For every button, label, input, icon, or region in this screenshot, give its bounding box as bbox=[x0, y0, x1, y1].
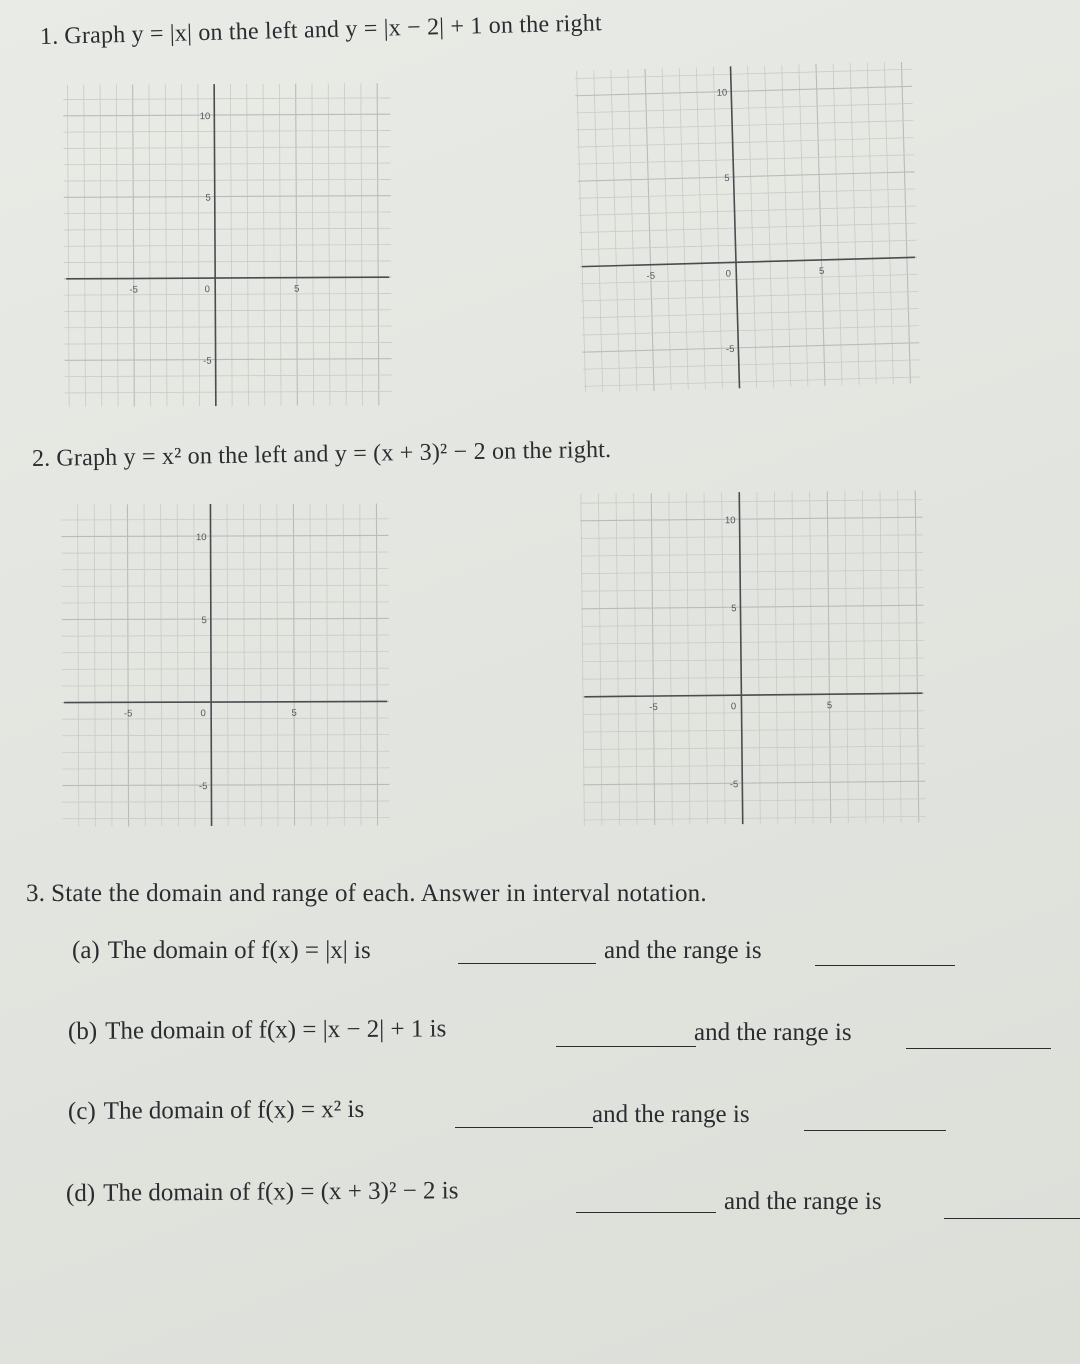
y-axis bbox=[731, 66, 740, 388]
grid-line-vertical bbox=[645, 69, 654, 391]
domain-blank-b[interactable] bbox=[556, 1045, 696, 1047]
grid-line-vertical bbox=[833, 64, 842, 386]
part-c bbox=[68, 1096, 364, 1126]
grid-line-horizontal bbox=[581, 588, 923, 592]
grid-line-vertical bbox=[696, 67, 705, 389]
tick-label-y-10: 10 bbox=[199, 111, 211, 123]
part-prefix: The domain of f(x) = x² is bbox=[103, 1095, 365, 1125]
grid-line-vertical bbox=[799, 65, 808, 387]
grid-line-vertical bbox=[901, 62, 910, 384]
tick-label-y-5: 5 bbox=[201, 615, 207, 627]
grid-line-vertical bbox=[898, 490, 901, 822]
x-axis bbox=[584, 693, 922, 697]
grid-line-horizontal bbox=[576, 103, 913, 112]
tick-label-x-neg5: -5 bbox=[129, 284, 138, 296]
grid-line-horizontal bbox=[581, 535, 923, 539]
question-2-title bbox=[32, 437, 612, 473]
grid-line-horizontal bbox=[584, 816, 926, 820]
grid-line-horizontal bbox=[583, 377, 920, 386]
grid-line-horizontal bbox=[583, 764, 925, 768]
grid-line-vertical bbox=[662, 68, 671, 390]
range-blank-c[interactable] bbox=[804, 1129, 946, 1131]
grid-line-horizontal bbox=[582, 343, 919, 352]
grid-line-vertical bbox=[867, 63, 876, 385]
tick-label-y-10: 10 bbox=[716, 87, 728, 99]
range-blank-d[interactable] bbox=[944, 1217, 1080, 1219]
part-a-range bbox=[604, 937, 762, 965]
x-axis bbox=[64, 701, 387, 702]
part-a bbox=[72, 937, 371, 965]
grid-lines bbox=[580, 490, 925, 826]
grid-line-horizontal bbox=[576, 121, 913, 130]
question-number: 3. bbox=[26, 880, 46, 907]
grid-line-vertical bbox=[884, 62, 893, 384]
tick-label-y-5: 5 bbox=[205, 192, 211, 204]
grid-line-vertical bbox=[581, 494, 584, 826]
grid-line-vertical bbox=[722, 492, 725, 824]
grid-line-vertical bbox=[774, 492, 777, 824]
grid-line-vertical bbox=[669, 493, 672, 825]
grid-line-vertical bbox=[748, 66, 757, 388]
grid-line-horizontal bbox=[583, 728, 925, 732]
grid-line-horizontal bbox=[577, 155, 914, 164]
x-axis bbox=[66, 277, 389, 279]
question-1-title bbox=[40, 10, 602, 51]
grid-line-vertical bbox=[816, 64, 825, 386]
tick-label-origin: 0 bbox=[204, 284, 210, 296]
grid-line-horizontal bbox=[582, 623, 924, 627]
grid-1-right bbox=[575, 62, 920, 392]
tick-label-x-5: 5 bbox=[291, 707, 297, 719]
grid-line-vertical bbox=[577, 71, 586, 392]
part-middle: and the range is bbox=[604, 937, 762, 964]
question-number: 1. bbox=[39, 23, 59, 50]
grid-line-horizontal bbox=[65, 342, 392, 344]
grid-line-horizontal bbox=[577, 138, 914, 147]
grid-line-horizontal bbox=[581, 309, 918, 318]
grid-line-horizontal bbox=[63, 114, 390, 116]
tick-label-x-neg5: -5 bbox=[646, 270, 656, 282]
question-text: State the domain and range of each. Answer in interval notation. bbox=[51, 880, 707, 907]
grid-line-horizontal bbox=[582, 658, 924, 662]
grid-line-vertical bbox=[686, 493, 689, 825]
grid-line-horizontal bbox=[64, 245, 391, 247]
part-label: (c) bbox=[67, 1097, 96, 1125]
grid-lines bbox=[61, 503, 389, 826]
grid-line-vertical bbox=[880, 491, 883, 823]
grid-line-vertical bbox=[810, 491, 813, 823]
grid-line-horizontal bbox=[575, 86, 912, 95]
grid-line-horizontal bbox=[65, 375, 392, 377]
question-3-title bbox=[26, 880, 707, 908]
grid-line-horizontal bbox=[578, 189, 915, 198]
grid-2-right bbox=[578, 488, 928, 828]
grid-line-horizontal bbox=[583, 711, 925, 715]
grid-line-horizontal bbox=[584, 799, 926, 803]
y-axis bbox=[214, 84, 216, 406]
part-prefix: The domain of f(x) = (x + 3)² − 2 is bbox=[103, 1177, 459, 1207]
grid-line-horizontal bbox=[64, 228, 391, 230]
grid-line-vertical bbox=[611, 70, 620, 392]
grid-1-left bbox=[60, 80, 395, 410]
part-prefix: The domain of f(x) = |x − 2| + 1 is bbox=[105, 1015, 447, 1045]
grid-line-horizontal bbox=[65, 391, 392, 393]
grid-line-horizontal bbox=[64, 212, 391, 214]
grid-line-horizontal bbox=[581, 570, 923, 574]
grid-line-vertical bbox=[826, 491, 833, 823]
part-c-range bbox=[592, 1101, 750, 1129]
part-label: (a) bbox=[72, 937, 100, 964]
grid-line-horizontal bbox=[63, 147, 390, 149]
grid-line-horizontal bbox=[581, 291, 918, 300]
tick-label-x-5: 5 bbox=[818, 265, 825, 278]
grid-line-horizontal bbox=[64, 163, 391, 165]
grid-line-vertical bbox=[782, 65, 791, 387]
part-middle: and the range is bbox=[592, 1101, 750, 1128]
grid-line-horizontal bbox=[64, 261, 391, 263]
tick-label-y-5: 5 bbox=[724, 172, 730, 185]
grid-line-horizontal bbox=[578, 172, 915, 181]
tick-label-origin: 0 bbox=[725, 268, 732, 280]
grid-line-horizontal bbox=[63, 98, 390, 100]
grid-line-horizontal bbox=[581, 605, 923, 609]
part-label: (b) bbox=[67, 1017, 98, 1045]
range-blank-a[interactable] bbox=[815, 964, 955, 966]
grid-line-vertical bbox=[704, 493, 707, 825]
grid-line-horizontal bbox=[579, 223, 916, 232]
grid-line-horizontal bbox=[582, 676, 924, 680]
tick-label-x-neg5: -5 bbox=[649, 702, 658, 714]
tick-label-x-5: 5 bbox=[294, 283, 300, 295]
part-prefix: The domain of f(x) = |x| is bbox=[107, 937, 371, 964]
tick-label-x-5: 5 bbox=[826, 700, 833, 712]
question-text: Graph y = |x| on the left and y = |x − 2| + 1 on the right bbox=[64, 10, 603, 50]
grid-line-vertical bbox=[765, 65, 774, 387]
grid-line-horizontal bbox=[575, 69, 912, 78]
part-b-range bbox=[694, 1019, 852, 1047]
grid-line-horizontal bbox=[64, 293, 391, 295]
grid-line-vertical bbox=[651, 493, 654, 825]
grid-line-horizontal bbox=[579, 206, 916, 215]
grid-line-horizontal bbox=[64, 196, 391, 198]
grid-lines bbox=[575, 62, 920, 392]
grid-line-horizontal bbox=[583, 781, 925, 785]
tick-label-y-neg5: -5 bbox=[203, 355, 212, 367]
grid-line-horizontal bbox=[64, 310, 391, 312]
grid-line-horizontal bbox=[580, 240, 917, 249]
part-d bbox=[66, 1177, 459, 1208]
grid-line-vertical bbox=[862, 491, 865, 823]
grid-line-horizontal bbox=[63, 130, 390, 132]
grid-line-vertical bbox=[616, 493, 619, 825]
grid-line-horizontal bbox=[65, 359, 392, 361]
grid-line-vertical bbox=[634, 493, 637, 825]
grid-line-vertical bbox=[757, 492, 760, 824]
grid-line-horizontal bbox=[581, 517, 923, 521]
tick-label-x-neg5: -5 bbox=[123, 708, 133, 720]
tick-label-y-neg5: -5 bbox=[198, 781, 208, 793]
grid-line-vertical bbox=[594, 70, 603, 392]
tick-label-origin: 0 bbox=[200, 708, 206, 720]
x-axis bbox=[582, 257, 915, 266]
grid-lines bbox=[63, 83, 392, 407]
y-axis bbox=[739, 492, 742, 824]
y-axis bbox=[210, 504, 211, 826]
tick-label-y-10: 10 bbox=[724, 515, 736, 527]
tick-label-y-neg5: -5 bbox=[729, 779, 739, 791]
domain-blank-d[interactable] bbox=[576, 1211, 716, 1213]
tick-label-y-5: 5 bbox=[731, 603, 737, 615]
grid-line-horizontal bbox=[581, 274, 918, 283]
grid-line-vertical bbox=[915, 490, 918, 822]
grid-line-vertical bbox=[845, 491, 848, 823]
grid-line-horizontal bbox=[64, 179, 391, 181]
grid-line-horizontal bbox=[64, 326, 391, 328]
grid-line-horizontal bbox=[581, 552, 923, 556]
part-d-range bbox=[724, 1188, 882, 1216]
part-middle: and the range is bbox=[724, 1188, 882, 1215]
tick-label-y-neg5: -5 bbox=[725, 343, 735, 356]
domain-blank-c[interactable] bbox=[455, 1126, 593, 1128]
grid-line-vertical bbox=[598, 494, 601, 826]
grid-line-vertical bbox=[679, 68, 688, 390]
range-blank-b[interactable] bbox=[906, 1047, 1051, 1049]
grid-line-horizontal bbox=[580, 500, 922, 504]
tick-label-y-10: 10 bbox=[195, 532, 207, 544]
part-b bbox=[68, 1015, 446, 1046]
question-text: Graph y = x² on the left and y = (x + 3)² − 2 on the right. bbox=[56, 436, 612, 472]
grid-2-left bbox=[58, 500, 393, 830]
grid-line-horizontal bbox=[582, 326, 919, 335]
tick-label-origin: 0 bbox=[730, 701, 737, 713]
grid-line-vertical bbox=[713, 67, 722, 389]
part-middle: and the range is bbox=[694, 1019, 852, 1046]
grid-line-vertical bbox=[628, 69, 637, 391]
domain-blank-a[interactable] bbox=[458, 962, 596, 964]
question-number: 2. bbox=[31, 445, 51, 472]
grid-line-vertical bbox=[850, 63, 859, 385]
grid-line-horizontal bbox=[582, 640, 924, 644]
grid-line-horizontal bbox=[583, 746, 925, 750]
part-label: (d) bbox=[65, 1179, 96, 1207]
grid-line-vertical bbox=[792, 492, 795, 824]
grid-line-horizontal bbox=[583, 360, 920, 369]
